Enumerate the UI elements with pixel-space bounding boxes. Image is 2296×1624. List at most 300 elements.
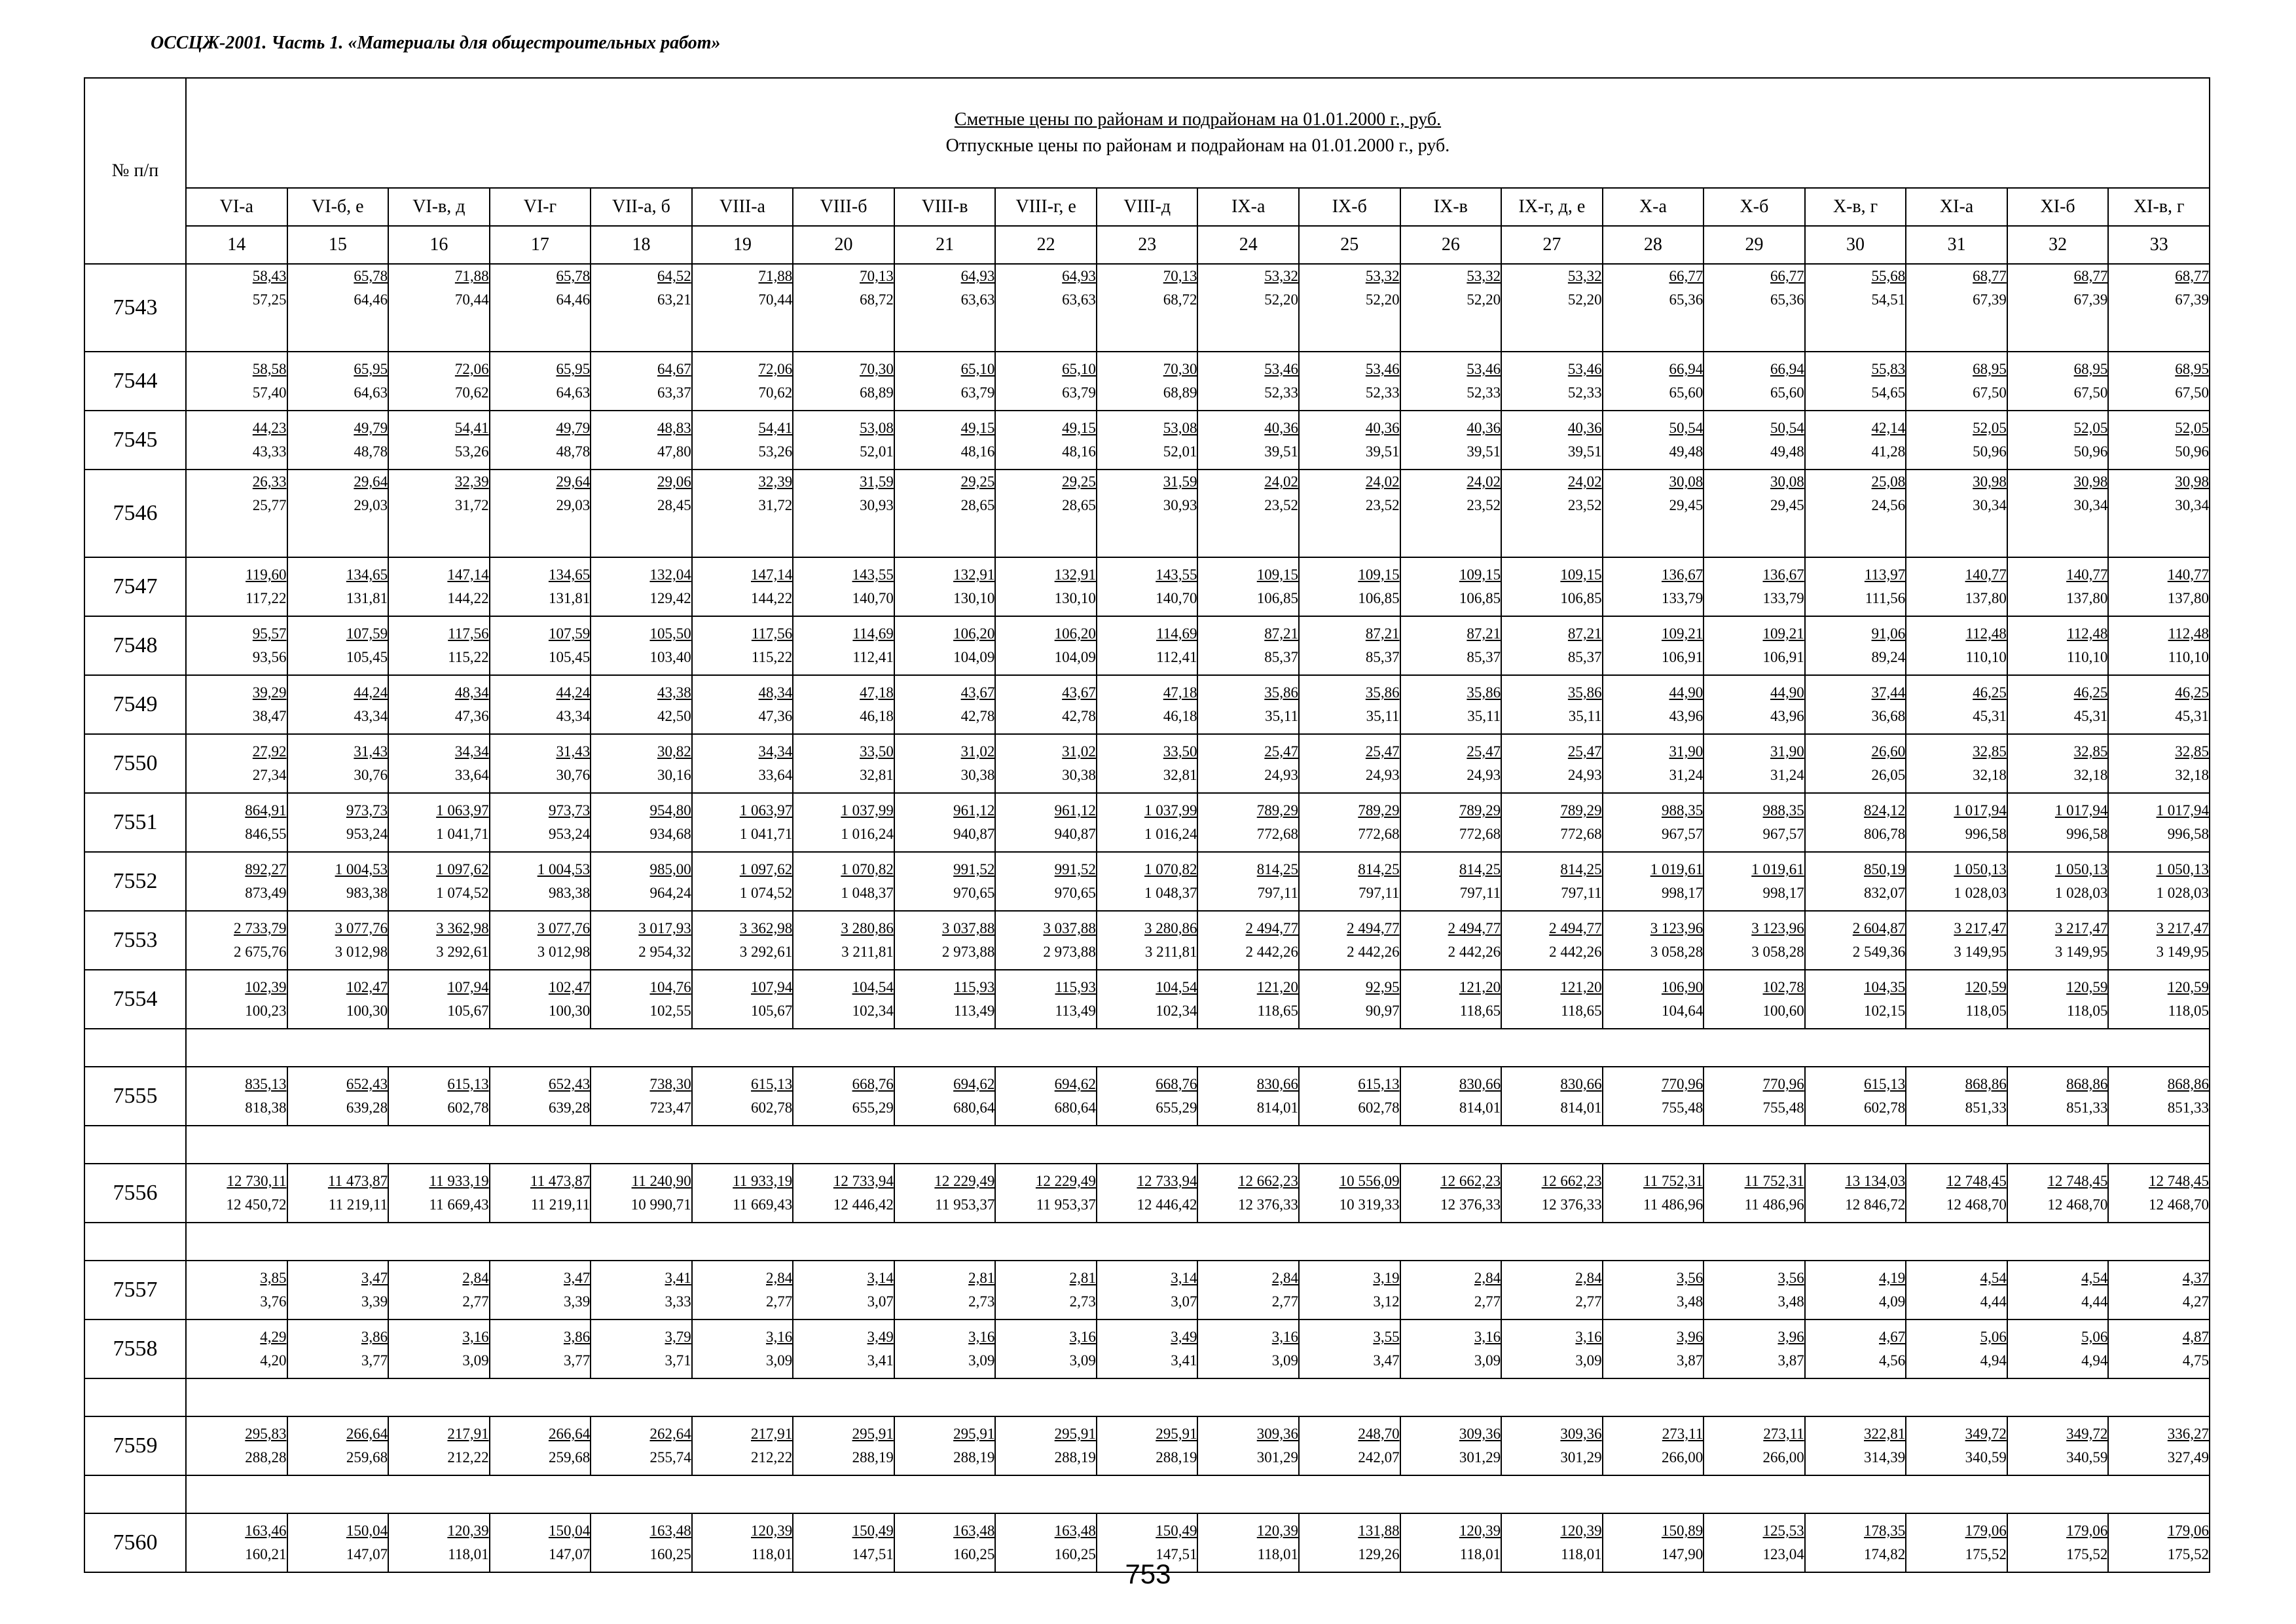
release-price: 28,45 [657,497,691,513]
estimated-price: 30,08 [1770,473,1804,490]
price-cell [1097,970,1198,1029]
estimated-price: 3,86 [361,1329,388,1345]
price-cell [1805,1320,1906,1378]
row-number: 7557 [84,1261,186,1320]
estimated-price: 24,02 [1467,473,1501,490]
estimated-price: 273,11 [1763,1426,1804,1442]
estimated-price: 44,23 [252,420,287,436]
price-cell [2108,264,2210,352]
price-cell [1704,793,1805,852]
price-cell [1704,352,1805,411]
estimated-price: 30,08 [1669,473,1704,490]
column-number: 27 [1501,226,1603,264]
release-price: 175,52 [1965,1546,2007,1562]
estimated-price: 3 280,86 [841,920,894,936]
release-price: 65,60 [1669,384,1704,401]
column-number: 19 [692,226,793,264]
estimated-price: 47,18 [1163,684,1197,701]
release-price: 2 973,88 [1043,944,1096,960]
release-price: 118,65 [1561,1003,1602,1019]
price-cell [1097,852,1198,911]
estimated-price: 109,15 [1459,566,1501,583]
price-cell [1501,470,1603,557]
release-price: 102,34 [852,1003,894,1019]
estimated-price: 70,13 [860,268,894,284]
release-price: 30,38 [960,767,995,783]
release-price: 33,64 [454,767,489,783]
estimated-price: 66,94 [1770,361,1804,377]
estimated-price: 12 662,23 [1440,1173,1501,1189]
estimated-price: 102,47 [548,979,591,995]
release-price: 4,09 [1879,1293,1906,1310]
estimated-price: 132,91 [953,566,995,583]
release-price: 64,46 [556,291,591,308]
price-cell [186,1261,287,1320]
release-price: 212,22 [751,1449,793,1466]
estimated-price: 814,25 [1459,861,1501,877]
estimated-price: 150,04 [548,1522,591,1539]
estimated-price: 87,21 [1467,625,1501,642]
estimated-price: 29,64 [354,473,388,490]
price-table [84,77,2210,1573]
release-price: 48,16 [1062,443,1096,460]
district-header: VIII-в [894,188,996,226]
estimated-price: 4,37 [2182,1270,2209,1286]
price-cell [1097,1164,1198,1223]
estimated-price: 668,76 [852,1076,894,1092]
release-price: 964,24 [649,885,691,901]
release-price: 301,29 [1560,1449,1602,1466]
price-cell [591,793,692,852]
price-cell [995,911,1097,970]
release-price: 118,01 [751,1546,793,1562]
release-price: 103,40 [649,649,691,665]
estimated-price: 178,35 [1864,1522,1906,1539]
price-cell [591,911,692,970]
estimated-price: 179,06 [2066,1522,2108,1539]
estimated-price: 4,67 [1879,1329,1906,1345]
price-cell [1603,852,1704,911]
estimated-price: 72,06 [454,361,489,377]
release-price: 100,60 [1762,1003,1804,1019]
release-price: 3,47 [1373,1352,1400,1369]
estimated-price: 58,43 [252,268,287,284]
release-price: 85,37 [1567,649,1602,665]
estimated-price: 112,48 [1965,625,2007,642]
estimated-price: 789,29 [1256,802,1299,819]
estimated-price: 87,21 [1567,625,1602,642]
table-row [84,1067,2210,1126]
estimated-price: 1 050,13 [2054,861,2108,877]
estimated-price: 140,77 [2167,566,2209,583]
release-price: 160,25 [953,1546,995,1562]
price-cell [1197,1164,1299,1223]
estimated-price: 53,46 [1264,361,1299,377]
price-cell [591,1320,692,1378]
estimated-price: 35,86 [1567,684,1602,701]
price-cell [1805,734,1906,793]
release-price: 65,60 [1770,384,1804,401]
release-price: 602,78 [1864,1099,1906,1116]
price-cell [1299,675,1400,734]
price-cell [1299,616,1400,675]
price-cell [692,616,793,675]
release-price: 65,36 [1770,291,1804,308]
district-header: XI-в, г [2108,188,2210,226]
release-price: 160,25 [649,1546,691,1562]
price-cell [1501,352,1603,411]
estimated-price: 163,48 [649,1522,691,1539]
estimated-price: 29,25 [1062,473,1096,490]
price-cell [894,616,996,675]
release-price: 144,22 [447,590,489,606]
row-number: 7552 [84,852,186,911]
estimated-price: 3,41 [665,1270,691,1286]
release-price: 57,25 [252,291,287,308]
price-cell [2007,675,2109,734]
release-price: 31,24 [1669,767,1704,783]
release-price: 28,65 [960,497,995,513]
estimated-price: 150,89 [1661,1522,1704,1539]
release-price: 340,59 [1965,1449,2007,1466]
price-cell [2108,616,2210,675]
estimated-price: 24,02 [1365,473,1400,490]
price-cell [2007,970,2109,1029]
price-cell [793,1164,894,1223]
price-cell [1906,793,2007,852]
estimated-price: 615,13 [447,1076,489,1092]
estimated-price: 120,39 [447,1522,489,1539]
release-price: 49,48 [1770,443,1804,460]
release-price: 39,51 [1365,443,1400,460]
price-cell [1805,1067,1906,1126]
price-cell [1097,470,1198,557]
price-cell [2108,470,2210,557]
release-price: 772,68 [1459,826,1501,842]
estimated-price: 738,30 [649,1076,691,1092]
release-price: 102,15 [1864,1003,1906,1019]
row-number [84,1223,186,1261]
release-price: 12 450,72 [226,1196,287,1213]
release-price: 52,20 [1365,291,1400,308]
estimated-price: 1 097,62 [436,861,489,877]
price-cell [1704,1416,1805,1475]
estimated-price: 72,06 [758,361,793,377]
estimated-price: 3,16 [462,1329,489,1345]
price-cell [2108,911,2210,970]
release-price: 118,65 [1459,1003,1501,1019]
estimated-price: 102,47 [346,979,388,995]
price-cell [1501,1261,1603,1320]
price-cell [692,852,793,911]
estimated-price: 31,59 [1163,473,1197,490]
release-price: 4,75 [2182,1352,2209,1369]
estimated-price: 25,08 [1871,473,1906,490]
price-cell [1704,470,1805,557]
price-cell [1197,1261,1299,1320]
price-cell [287,616,389,675]
price-cell [1704,911,1805,970]
estimated-price: 3 037,88 [1043,920,1096,936]
price-cell [894,557,996,616]
price-cell [995,616,1097,675]
price-cell [1299,852,1400,911]
release-price: 85,37 [1365,649,1400,665]
release-price: 47,36 [454,708,489,724]
release-price: 112,41 [852,649,894,665]
price-cell [2108,1261,2210,1320]
price-cell [2007,352,2109,411]
release-price: 12 468,70 [1946,1196,2007,1213]
price-cell [1603,352,1704,411]
estimated-price: 39,29 [252,684,287,701]
release-price: 47,36 [758,708,793,724]
estimated-price: 2 494,77 [1448,920,1501,936]
estimated-price: 11 933,19 [733,1173,793,1189]
row-number [84,1475,186,1513]
price-cell [2007,1067,2109,1126]
estimated-price: 11 473,87 [530,1173,591,1189]
release-price: 23,52 [1264,497,1299,513]
release-price: 3,77 [361,1352,388,1369]
estimated-price: 3,14 [867,1270,894,1286]
price-cell [894,793,996,852]
empty-spacer-cell [186,1126,2210,1164]
estimated-price: 32,39 [758,473,793,490]
release-price: 11 669,43 [429,1196,489,1213]
estimated-price: 295,91 [1054,1426,1096,1442]
estimated-price: 55,83 [1871,361,1906,377]
estimated-price: 3,86 [563,1329,591,1345]
price-cell [388,675,490,734]
price-cell [1805,1416,1906,1475]
estimated-price: 309,36 [1459,1426,1501,1442]
release-price: 4,20 [260,1352,287,1369]
estimated-price: 1 070,82 [841,861,894,877]
estimated-price: 25,47 [1264,743,1299,760]
release-price: 31,24 [1770,767,1804,783]
price-cell [1501,1164,1603,1223]
release-price: 31,72 [454,497,489,513]
price-cell [2007,470,2109,557]
release-price: 137,80 [2066,590,2108,606]
price-cell [793,470,894,557]
estimated-price: 694,62 [1054,1076,1096,1092]
spacer-row [84,1126,2210,1164]
estimated-price: 40,36 [1365,420,1400,436]
release-price: 35,11 [1568,708,1602,724]
release-price: 851,33 [1965,1099,2007,1116]
release-price: 42,50 [657,708,691,724]
estimated-price: 102,78 [1762,979,1804,995]
estimated-price: 11 240,90 [631,1173,691,1189]
price-cell [490,970,591,1029]
release-price: 24,93 [1567,767,1602,783]
release-price: 288,19 [1054,1449,1096,1466]
release-price: 49,48 [1669,443,1704,460]
price-cell [995,852,1097,911]
release-price: 123,04 [1762,1546,1804,1562]
estimated-price: 31,02 [1062,743,1096,760]
release-price: 140,70 [852,590,894,606]
district-header: VIII-д [1097,188,1198,226]
price-cell [1097,793,1198,852]
price-cell [1299,793,1400,852]
release-price: 934,68 [649,826,691,842]
document-header-title: ОССЦЖ-2001. Часть 1. «Материалы для общестроительных работ» [151,33,721,53]
price-cell [1603,470,1704,557]
release-price: 3,41 [867,1352,894,1369]
release-price: 70,44 [454,291,489,308]
price-cell [591,1067,692,1126]
district-header: VIII-г, е [995,188,1097,226]
release-price: 67,39 [1973,291,2007,308]
price-cell [1299,1164,1400,1223]
estimated-price: 3,16 [1575,1329,1602,1345]
price-cell [894,470,996,557]
estimated-price: 1 037,99 [841,802,894,819]
release-price: 3 292,61 [739,944,793,960]
estimated-price: 134,65 [548,566,591,583]
estimated-price: 988,35 [1661,802,1704,819]
price-cell [490,793,591,852]
estimated-price: 1 050,13 [1954,861,2007,877]
release-price: 41,28 [1871,443,1906,460]
price-cell [287,911,389,970]
estimated-price: 55,68 [1871,268,1906,284]
price-cell [287,352,389,411]
price-cell [1704,852,1805,911]
release-price: 50,96 [2073,443,2108,460]
release-price: 340,59 [2066,1449,2108,1466]
release-price: 130,10 [1054,590,1096,606]
price-cell [287,264,389,352]
release-price: 52,01 [860,443,894,460]
release-price: 3,09 [462,1352,489,1369]
estimated-price: 1 063,97 [739,802,793,819]
district-header: VIII-а [692,188,793,226]
estimated-price: 120,39 [751,1522,793,1539]
release-price: 3,09 [766,1352,793,1369]
estimated-price: 1 004,53 [537,861,591,877]
price-cell [1299,1320,1400,1378]
release-price: 655,29 [1156,1099,1197,1116]
price-cell [287,675,389,734]
price-cell [692,1067,793,1126]
release-price: 129,42 [649,590,691,606]
release-price: 43,96 [1669,708,1704,724]
estimated-price: 53,08 [860,420,894,436]
release-price: 63,79 [1062,384,1096,401]
estimated-price: 143,55 [852,566,894,583]
release-price: 846,55 [245,826,287,842]
release-price: 30,34 [2073,497,2108,513]
release-price: 29,45 [1669,497,1704,513]
price-cell [894,1067,996,1126]
estimated-price: 615,13 [751,1076,793,1092]
estimated-price: 50,54 [1770,420,1804,436]
estimated-price: 52,05 [2073,420,2108,436]
estimated-price: 105,50 [649,625,691,642]
price-cell [2007,1320,2109,1378]
estimated-price: 3,47 [361,1270,388,1286]
release-price: 940,87 [1054,826,1096,842]
release-price: 106,85 [1256,590,1299,606]
price-cell [2007,911,2109,970]
estimated-price: 109,21 [1762,625,1804,642]
column-number: 26 [1400,226,1502,264]
estimated-price: 104,35 [1864,979,1906,995]
estimated-price: 652,43 [346,1076,388,1092]
price-cell [388,1067,490,1126]
release-price: 39,51 [1467,443,1501,460]
estimated-price: 3 077,76 [335,920,388,936]
release-price: 52,20 [1567,291,1602,308]
estimated-price: 4,54 [2081,1270,2108,1286]
release-price: 1 048,37 [1144,885,1197,901]
price-cell [692,470,793,557]
release-price: 110,10 [2168,649,2209,665]
estimated-price: 3,16 [1271,1329,1299,1345]
release-price: 983,38 [346,885,388,901]
table-row [84,970,2210,1029]
estimated-price: 3 217,47 [2156,920,2209,936]
release-price: 45,31 [2073,708,2108,724]
release-price: 67,50 [2073,384,2108,401]
price-cell [287,852,389,911]
release-price: 147,51 [852,1546,894,1562]
release-price: 2 442,26 [1347,944,1400,960]
estimated-price: 25,47 [1365,743,1400,760]
release-price: 814,01 [1560,1099,1602,1116]
release-price: 104,09 [953,649,995,665]
price-cell [186,557,287,616]
district-header: XI-б [2007,188,2109,226]
estimated-price: 3,49 [1171,1329,1197,1345]
price-cell [1805,675,1906,734]
column-number: 23 [1097,226,1198,264]
price-cell [995,557,1097,616]
estimated-price: 3 123,96 [1751,920,1804,936]
estimated-price: 295,91 [1156,1426,1197,1442]
release-price: 70,62 [758,384,793,401]
district-header: IX-б [1299,188,1400,226]
release-price: 47,80 [657,443,691,460]
release-price: 90,97 [1365,1003,1400,1019]
release-price: 106,91 [1762,649,1804,665]
estimated-price: 3,96 [1676,1329,1704,1345]
price-cell [1603,411,1704,470]
release-price: 175,52 [2066,1546,2108,1562]
release-price: 3 292,61 [436,944,489,960]
estimated-price: 35,86 [1365,684,1400,701]
release-price: 2,73 [968,1293,995,1310]
price-cell [793,352,894,411]
price-cell [186,911,287,970]
estimated-price: 163,48 [953,1522,995,1539]
estimated-price: 262,64 [649,1426,691,1442]
price-cell [1603,793,1704,852]
release-price: 52,20 [1264,291,1299,308]
price-cell [490,264,591,352]
price-cell [1906,557,2007,616]
estimated-price: 53,32 [1264,268,1299,284]
price-cell [692,411,793,470]
estimated-price: 2 494,77 [1549,920,1602,936]
estimated-price: 179,06 [2167,1522,2209,1539]
estimated-price: 13 134,03 [1845,1173,1906,1189]
release-price: 102,34 [1156,1003,1197,1019]
